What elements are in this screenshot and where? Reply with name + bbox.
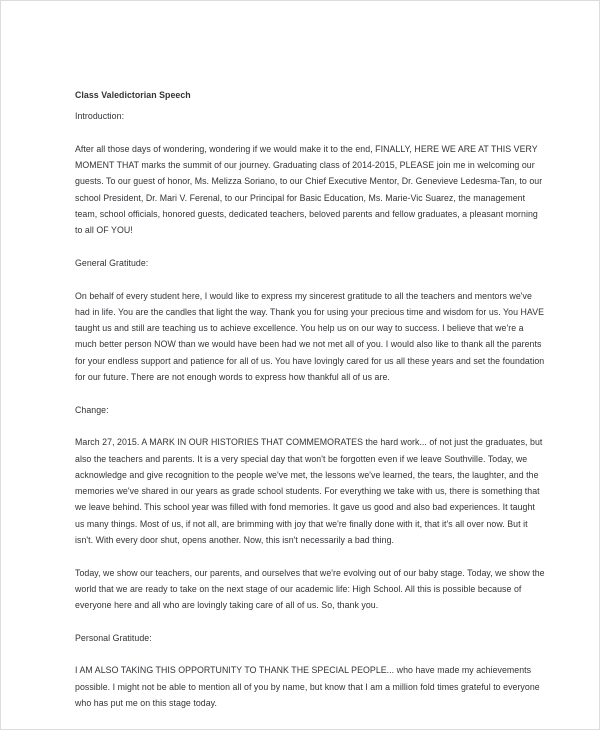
section-heading-general-gratitude: General Gratitude: [75, 257, 149, 268]
paragraph-personal-gratitude: I AM ALSO TAKING THIS OPPORTUNITY TO THANK THE SPECIAL PEOPLE... who have made my achievements possible. I might not be able to mention all of you by name, but know that I am a million fold times grateful to everyone who has put me on this stage today. [75, 665, 540, 708]
paragraph-introduction: After all those days of wondering, wondering if we would make it to the end, FINALLY, HERE WE ARE AT THIS VERY MOMENT THAT marks the summit of our journey. Graduating class of 2014-2015, PLEASE join me in welcoming our guests. To our guest of honor, Ms. Melizza Soriano, to our Chief Executive Mentor, Dr. Genevieve Ledesma-Tan, to our school President, Dr. Mari V. Ferenal, to our Principal for Basic Education, Ms. Marie-Vic Suarez, the management team, school officials, honored guests, dedicated teachers, beloved parents and fellow graduates, a pleasant morning to all OF YOU! [75, 143, 543, 236]
paragraph-general-gratitude: On behalf of every student here, I would like to express my sincerest gratitude to all the teachers and mentors we've had in life. You are the candles that light the way. Thank you for using your precious time and wisdom for us. You HAVE taught us and still are teaching us to achieve excellence. You help us on our way to success. I believe that we're a much better person NOW than we would have been had we not met all of you. I would also like to thank all the parents for your endless support and patience for all of us. You have lovingly cared for us all these years and set the foundation for our future. There are not enough words to express how thankful all of us are. [75, 290, 545, 383]
document-body [75, 87, 545, 728]
paragraph-change-2: Today, we show our teachers, our parents, and ourselves that we're evolving out of our baby stage. Today, we show the world that we are ready to take on the next stage of our academic life: High School. All this is possible because of everyone here and all who are lovingly taking care of all of us. So, thank you. [75, 567, 545, 611]
section-heading-personal-gratitude: Personal Gratitude: [75, 632, 152, 643]
document-title: Class Valedictorian Speech [75, 90, 191, 100]
section-heading-introduction: Introduction: [75, 111, 125, 122]
section-heading-change: Change: [75, 404, 109, 415]
paragraph-change-1: March 27, 2015. A MARK IN OUR HISTORIES THAT COMMEMORATES the hard work... of not just the graduates, but also the teachers and parents. It is a very special day that won't be forgotten even if we leave Southville. Today, we acknowledge and give recognition to the people we've met, the lessons we've learned, the tears, the laughter, and the memories we've shared in our years as grade school students. For everything we take with us, there is something that we leave behind. This school year was filled with fond memories. It gave us good and also bad experiences. It taught us many things. Most of us, if not all, are brimming with joy that we're finally done with it, that it's all over now. But it isn't. With every door shut, opens another. Now, this isn't necessarily a bad thing. [75, 437, 543, 546]
